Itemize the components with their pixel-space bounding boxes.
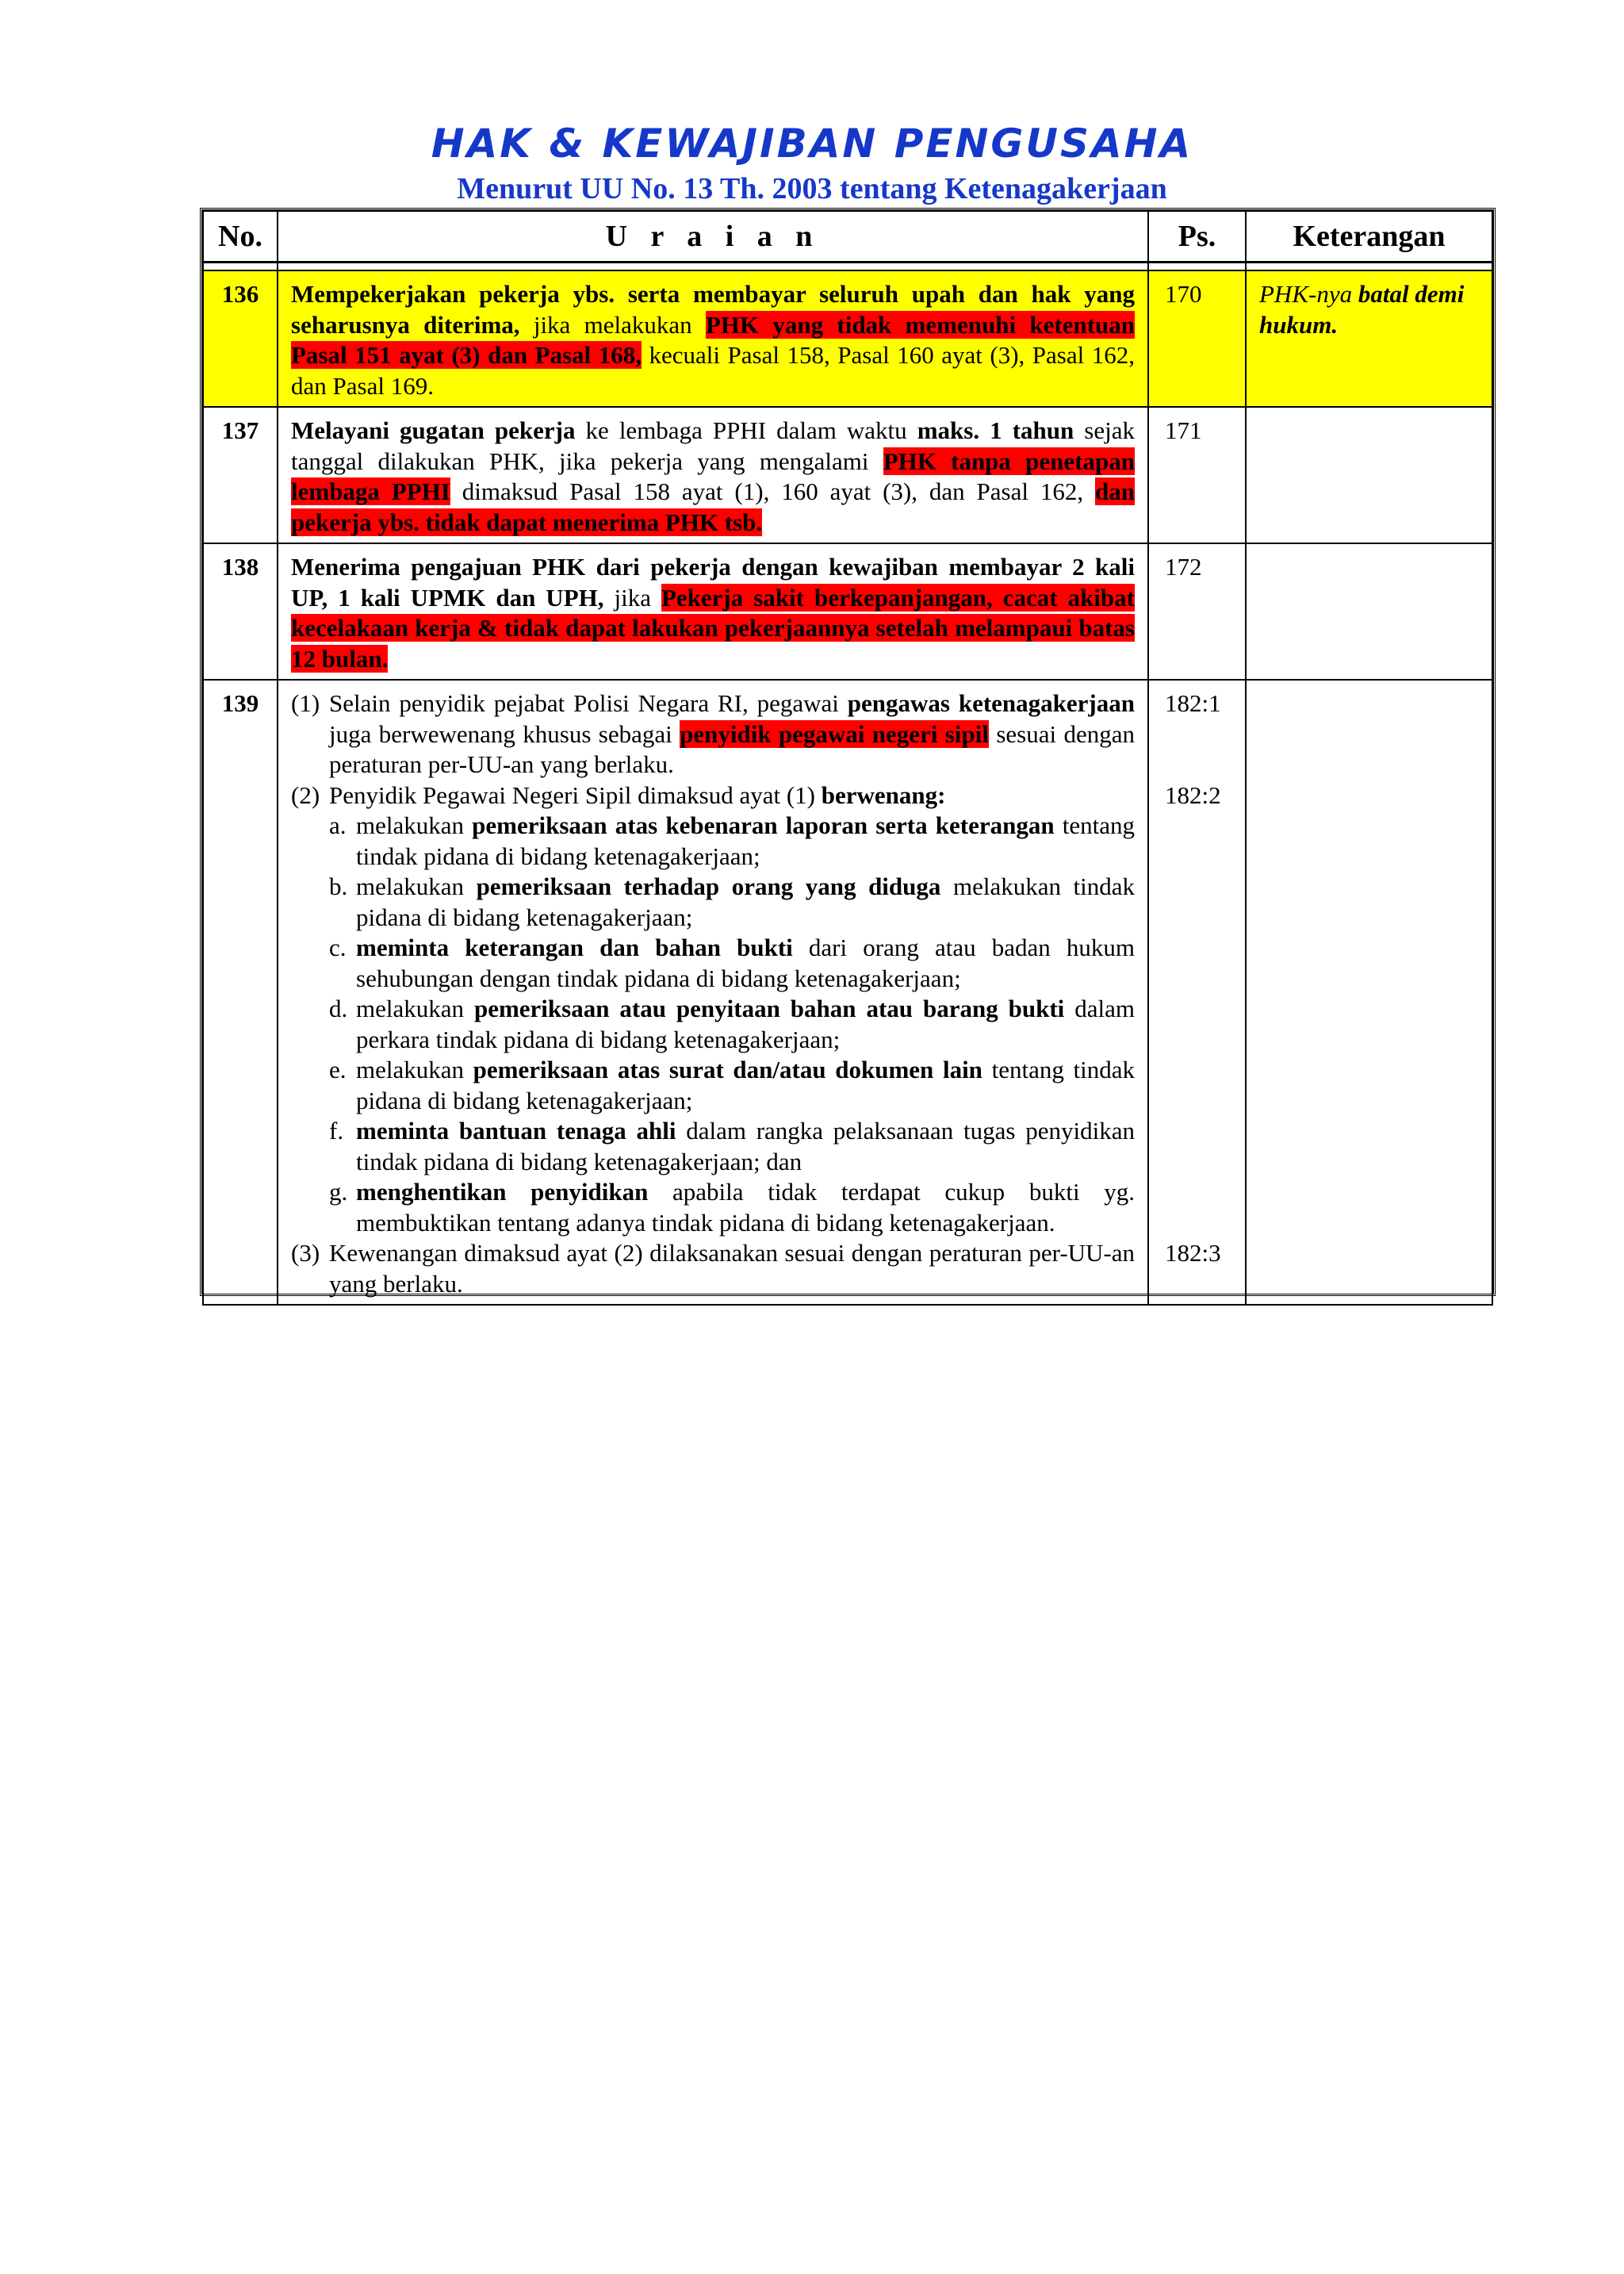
bold-text: menghentikan penyidikan bbox=[356, 1178, 649, 1206]
paragraph-text bbox=[329, 780, 1135, 811]
plain-text: kecuali Pasal 158, Pasal 160 ayat (3), Pasal 162, dan Pasal 169. bbox=[291, 341, 1135, 400]
row-description bbox=[278, 543, 1148, 680]
bold-text: Menerima pengajuan PHK dari pekerja dengan kewajiban membayar 2 kali UP, 1 kali UPMK dan UPH, bbox=[291, 553, 1135, 612]
header-gap bbox=[203, 263, 1492, 271]
item-letter: a. bbox=[329, 811, 347, 839]
row-number: 138 bbox=[203, 543, 278, 680]
plain-text: Selain penyidik pejabat Polisi Negara RI, pegawai bbox=[329, 689, 848, 717]
red-highlight: PHK yang tidak memenuhi ketentuan Pasal 151 ayat (3) dan Pasal 168, bbox=[291, 310, 1136, 369]
bold-text: meminta bantuan tenaga ahli bbox=[356, 1117, 676, 1145]
note-text: PHK-nya bbox=[1259, 280, 1353, 308]
plain-text: tentang tindak pidana di bidang ketenagakerjaan; bbox=[356, 1056, 1135, 1114]
row-keterangan bbox=[1246, 270, 1492, 407]
plain-text: melakukan bbox=[356, 995, 474, 1022]
row-pasal: 171 bbox=[1148, 407, 1246, 543]
note-bold-text: batal demi hukum. bbox=[1259, 280, 1465, 339]
plain-text: ke lembaga PPHI dalam waktu bbox=[575, 416, 917, 444]
plain-text: melakukan bbox=[356, 1056, 473, 1083]
plain-text: apabila tidak terdapat cukup bukti yg. membuktikan tentang adanya tindak pidana di bidang ketenagakerjaan. bbox=[356, 1178, 1135, 1237]
table-row bbox=[203, 270, 1492, 407]
item-letter: d. bbox=[329, 995, 348, 1022]
header-ps: Ps. bbox=[1148, 211, 1246, 263]
paragraph-text: Kewenangan dimaksud ayat (2) dilaksanakan sesuai dengan peraturan per-UU-an yang berlaku. bbox=[329, 1239, 1135, 1298]
pasal-ref-1: 182:1 bbox=[1165, 689, 1221, 717]
plain-text: jika melakukan bbox=[519, 310, 706, 339]
row-pasal: 172 bbox=[1148, 543, 1246, 680]
row-number: 136 bbox=[203, 270, 278, 407]
item-letter: f. bbox=[329, 1117, 344, 1145]
red-highlight: penyidik pegawai negeri sipil bbox=[680, 719, 989, 748]
paragraph-2 bbox=[291, 780, 1135, 811]
row-number: 139 bbox=[203, 680, 278, 1305]
header-keterangan: Keterangan bbox=[1246, 211, 1492, 263]
bold-text: berwenang: bbox=[821, 780, 946, 809]
header-uraian: U r a i a n bbox=[278, 211, 1148, 263]
list-item bbox=[329, 1055, 1135, 1116]
header-no: No. bbox=[203, 211, 278, 263]
plain-text: melakukan bbox=[356, 872, 477, 900]
item-text bbox=[356, 872, 1135, 933]
paragraph-text bbox=[329, 688, 1135, 780]
red-highlight: PHK tanpa penetapan lembaga PPHI bbox=[291, 447, 1135, 505]
table-row bbox=[203, 680, 1492, 1305]
paragraph-1 bbox=[291, 688, 1135, 780]
item-letter: b. bbox=[329, 872, 348, 900]
item-text bbox=[356, 1177, 1135, 1238]
bold-text: Mempekerjakan pekerja ybs. serta membayar seluruh upah dan hak yang seharusnya diterima, bbox=[291, 280, 1135, 339]
row-number: 137 bbox=[203, 407, 278, 543]
item-text bbox=[356, 1116, 1135, 1177]
bold-text: meminta keterangan dan bahan bukti bbox=[356, 934, 793, 961]
row-pasal: 170 bbox=[1148, 270, 1246, 407]
row-keterangan bbox=[1246, 543, 1492, 680]
paragraph-number: (3) bbox=[291, 1239, 320, 1267]
row-keterangan bbox=[1246, 407, 1492, 543]
plain-text: dalam perkara tindak pidana di bidang ketenagakerjaan; bbox=[356, 995, 1135, 1053]
bold-text: Melayani gugatan pekerja bbox=[291, 416, 576, 444]
plain-text: sesuai dengan peraturan per-UU-an yang berlaku. bbox=[329, 719, 1136, 778]
list-item bbox=[329, 811, 1135, 872]
row-pasal bbox=[1148, 680, 1246, 1305]
row-description bbox=[278, 407, 1148, 543]
list-item bbox=[329, 994, 1135, 1055]
bold-text: pemeriksaan atau penyitaan bahan atau barang bukti bbox=[473, 995, 1065, 1022]
row-description bbox=[278, 680, 1148, 1305]
plain-text: melakukan bbox=[356, 811, 473, 839]
table-header-row bbox=[203, 211, 1492, 263]
item-text bbox=[356, 933, 1135, 994]
paragraph-3 bbox=[291, 1238, 1135, 1299]
paragraph-number: (2) bbox=[291, 780, 320, 809]
item-letter: e. bbox=[329, 1056, 347, 1083]
page-subtitle: Menurut UU No. 13 Th. 2003 tentang Ketenagakerjaan bbox=[457, 172, 1167, 205]
item-text bbox=[356, 994, 1135, 1055]
item-text bbox=[356, 1055, 1135, 1116]
plain-text: sejak tanggal dilakukan PHK, jika pekerja yang mengalami bbox=[291, 416, 1135, 475]
obligations-table-frame bbox=[200, 208, 1496, 1296]
plain-text: juga berwewenang khusus sebagai bbox=[329, 719, 680, 748]
list-item bbox=[329, 1177, 1135, 1238]
bold-text: pemeriksaan atas surat dan/atau dokumen lain bbox=[473, 1056, 982, 1083]
red-highlight: dan pekerja ybs. tidak dapat menerima PHK tsb. bbox=[291, 477, 1135, 536]
item-text bbox=[356, 811, 1135, 872]
row-description bbox=[278, 270, 1148, 407]
bold-text: pengawas ketenagakerjaan bbox=[847, 689, 1135, 717]
obligations-table bbox=[202, 210, 1493, 1306]
item-letter: c. bbox=[329, 934, 347, 961]
row-keterangan bbox=[1246, 680, 1492, 1305]
plain-text: dimaksud Pasal 158 ayat (1), 160 ayat (3), dan Pasal 162, bbox=[450, 477, 1095, 505]
bold-text: maks. 1 tahun bbox=[917, 416, 1074, 444]
table-row bbox=[203, 407, 1492, 543]
list-item bbox=[329, 872, 1135, 933]
plain-text: jika bbox=[603, 583, 661, 612]
plain-text: Penyidik Pegawai Negeri Sipil dimaksud ayat (1) bbox=[329, 780, 822, 809]
list-item bbox=[329, 933, 1135, 994]
authority-list bbox=[291, 811, 1135, 1238]
list-item bbox=[329, 1116, 1135, 1177]
paragraph-number: (1) bbox=[291, 689, 320, 717]
page-title: HAK & KEWAJIBAN PENGUSAHA bbox=[431, 121, 1193, 167]
plain-text: tentang tindak pidana di bidang ketenagakerjaan; bbox=[356, 811, 1135, 870]
plain-text: melakukan tindak pidana di bidang ketenagakerjaan; bbox=[356, 872, 1135, 931]
table-row bbox=[203, 543, 1492, 680]
item-letter: g. bbox=[329, 1178, 348, 1206]
bold-text: pemeriksaan terhadap orang yang diduga bbox=[476, 872, 941, 900]
plain-text: dalam rangka pelaksanaan tugas penyidikan tindak pidana di bidang ketenagakerjaan; dan bbox=[356, 1117, 1135, 1175]
plain-text: dari orang atau badan hukum sehubungan dengan tindak pidana di bidang ketenagakerjaan; bbox=[356, 934, 1135, 992]
pasal-ref-2: 182:2 bbox=[1165, 780, 1221, 809]
pasal-ref-3: 182:3 bbox=[1165, 1239, 1221, 1267]
bold-text: pemeriksaan atas kebenaran laporan serta keterangan bbox=[472, 811, 1055, 839]
red-highlight: Pekerja sakit berkepanjangan, cacat akibat kecelakaan kerja & tidak dapat lakukan pekerjaannya setelah melampaui batas 12 bulan. bbox=[291, 583, 1135, 673]
